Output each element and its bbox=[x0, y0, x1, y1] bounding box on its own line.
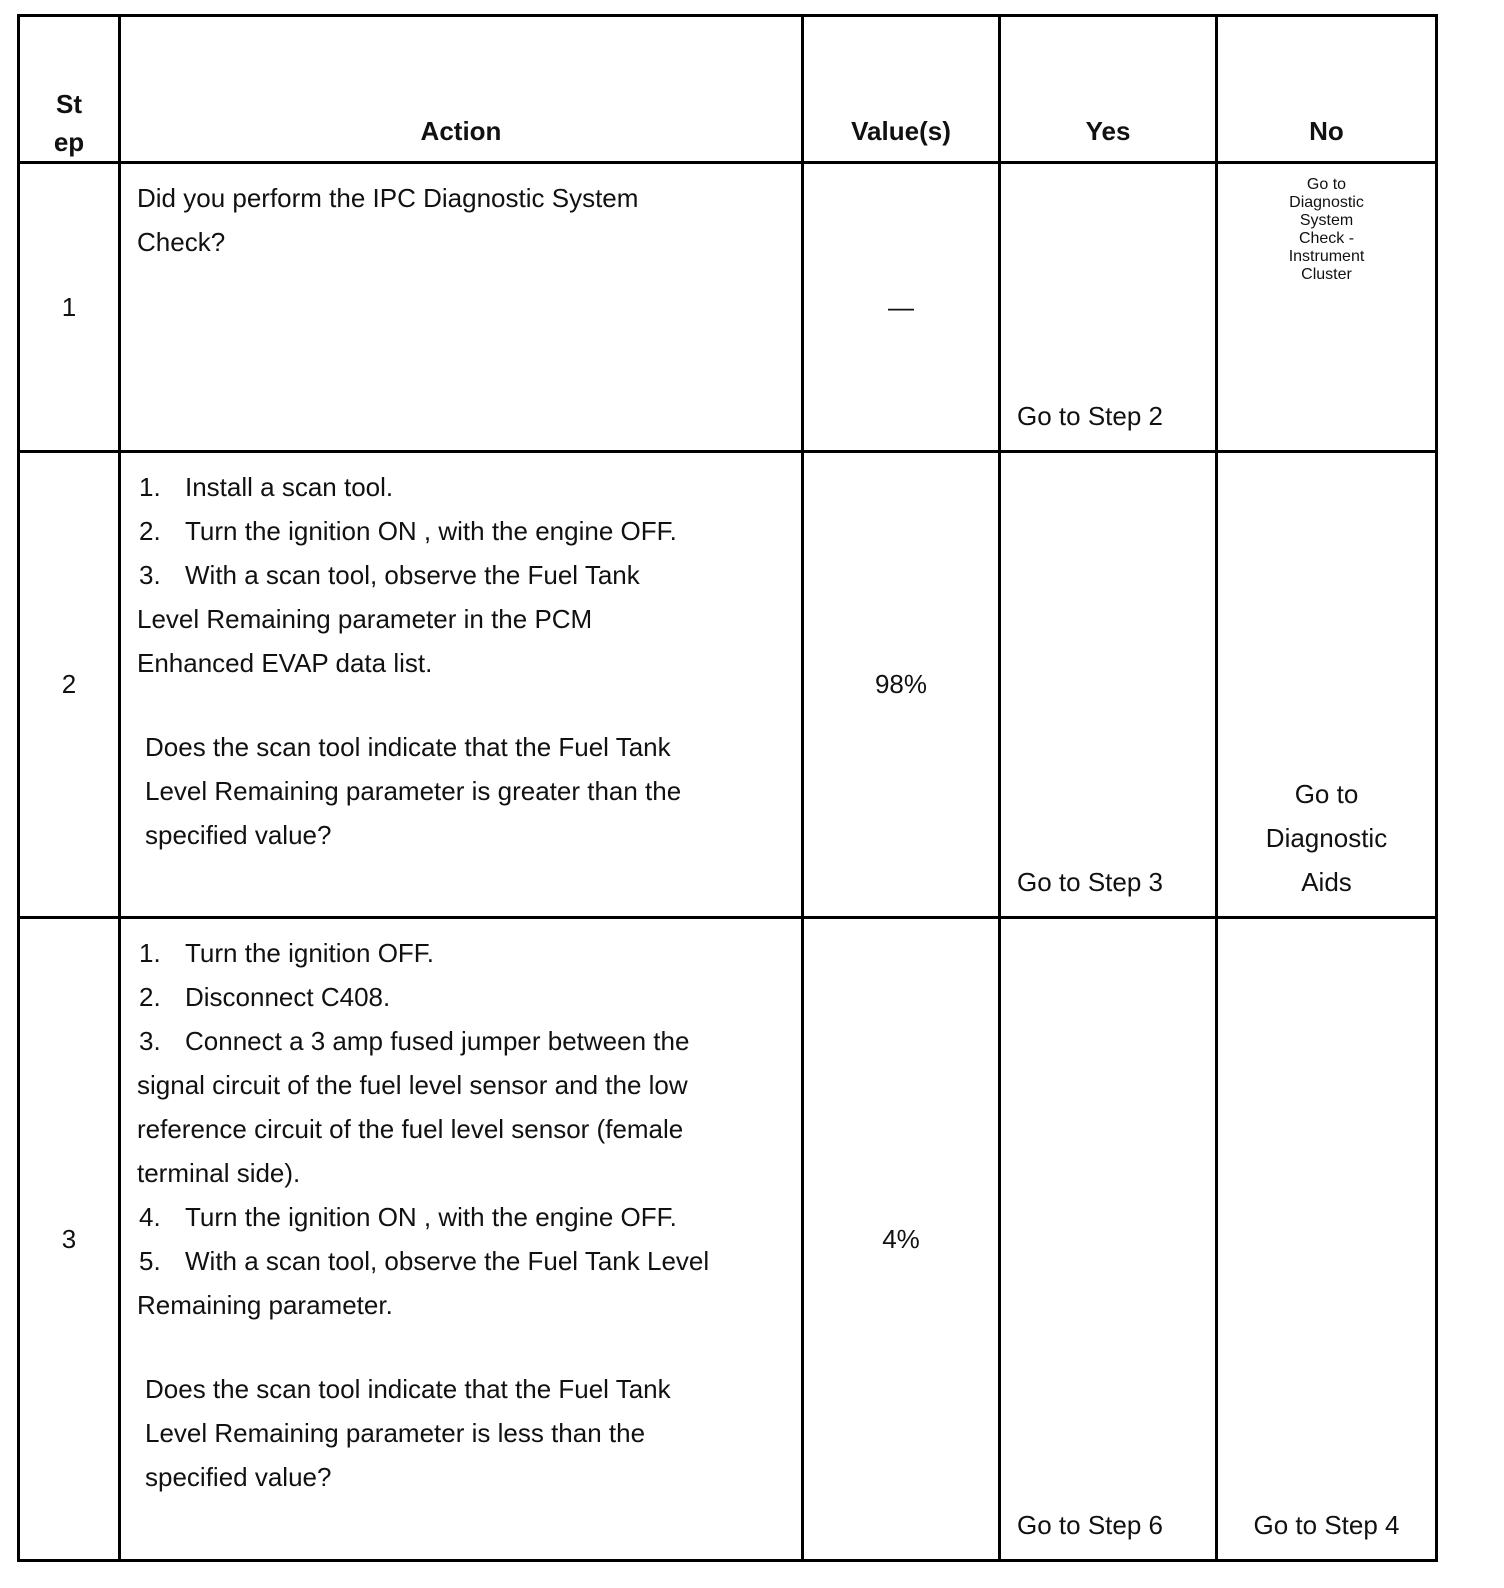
action-item-number: 5. bbox=[139, 1246, 161, 1276]
no-line: Instrument bbox=[1288, 248, 1365, 265]
action-question: Does the scan tool indicate that the Fuel Tank Level Remaining parameter is greater than the specified value? bbox=[145, 732, 682, 850]
action-item-number: 2. bbox=[139, 516, 161, 546]
action-cell bbox=[120, 918, 803, 1561]
action-item bbox=[137, 931, 711, 975]
yes-cell: Go to Step 3 bbox=[1000, 452, 1217, 918]
no-line: Go to bbox=[1306, 176, 1347, 193]
table-row-step-1 bbox=[19, 163, 1437, 452]
action-item-text: Disconnect C408. bbox=[185, 982, 391, 1012]
action-item-text: Turn the ignition ON , with the engine OFF. bbox=[185, 516, 677, 546]
table-row-step-2 bbox=[19, 452, 1437, 918]
header-row bbox=[19, 16, 1437, 163]
diagnostic-table-container bbox=[17, 14, 1435, 1557]
action-item bbox=[137, 553, 701, 685]
header-values: Value(s) bbox=[803, 16, 1000, 163]
no-line: System bbox=[1299, 212, 1354, 229]
action-item-text: With a scan tool, observe the Fuel Tank Level Remaining parameter in the PCM Enhanced EVAP data list. bbox=[137, 560, 640, 678]
value-cell: — bbox=[803, 163, 1000, 452]
action-item bbox=[137, 975, 711, 1019]
no-line: Check - bbox=[1298, 230, 1355, 247]
action-item-number: 3. bbox=[139, 1026, 161, 1056]
step-number: 2 bbox=[19, 452, 120, 918]
action-item-number: 3. bbox=[139, 560, 161, 590]
action-item bbox=[137, 465, 701, 509]
action-item bbox=[137, 1019, 711, 1195]
action-item-number: 1. bbox=[139, 472, 161, 502]
action-item-text: Turn the ignition OFF. bbox=[185, 938, 435, 968]
diagnostic-table bbox=[17, 14, 1438, 1562]
no-line: Cluster bbox=[1301, 266, 1352, 283]
action-question: Does the scan tool indicate that the Fuel Tank Level Remaining parameter is less than the specified value? bbox=[145, 1374, 671, 1492]
action-item-text: Install a scan tool. bbox=[185, 472, 394, 502]
step-number: 1 bbox=[19, 163, 120, 452]
no-cell bbox=[1217, 163, 1437, 452]
value-cell: 98% bbox=[803, 452, 1000, 918]
no-cell: Go to Step 4 bbox=[1217, 918, 1437, 1561]
no-line: Go to bbox=[1294, 779, 1359, 809]
step-number: 3 bbox=[19, 918, 120, 1561]
header-step bbox=[19, 16, 120, 163]
action-item bbox=[137, 509, 701, 553]
action-cell bbox=[120, 163, 803, 452]
value-cell: 4% bbox=[803, 918, 1000, 1561]
action-cell bbox=[120, 452, 803, 918]
action-item-text: Connect a 3 amp fused jumper between the signal circuit of the fuel level sensor and the low reference circuit of the fuel level sensor (female terminal side). bbox=[137, 1026, 690, 1188]
header-step-line1: St bbox=[56, 89, 82, 119]
action-item-text: With a scan tool, observe the Fuel Tank Level Remaining parameter. bbox=[137, 1246, 710, 1320]
action-item-text: Turn the ignition ON , with the engine OFF. bbox=[185, 1202, 677, 1232]
no-line: Diagnostic bbox=[1265, 823, 1388, 853]
yes-cell: Go to Step 2 bbox=[1000, 163, 1217, 452]
no-cell bbox=[1217, 452, 1437, 918]
spacer bbox=[137, 685, 701, 725]
action-item-number: 1. bbox=[139, 938, 161, 968]
action-item-number: 4. bbox=[139, 1202, 161, 1232]
action-question: Did you perform the IPC Diagnostic System Check? bbox=[137, 183, 639, 257]
header-yes: Yes bbox=[1000, 16, 1217, 163]
table-row-step-3 bbox=[19, 918, 1437, 1561]
header-step-line2: ep bbox=[53, 127, 85, 157]
spacer bbox=[137, 1327, 711, 1367]
yes-cell: Go to Step 6 bbox=[1000, 918, 1217, 1561]
action-item-number: 2. bbox=[139, 982, 161, 1012]
no-line: Diagnostic bbox=[1289, 194, 1364, 211]
header-no: No bbox=[1217, 16, 1437, 163]
header-action: Action bbox=[120, 16, 803, 163]
no-line: Aids bbox=[1301, 867, 1352, 897]
action-item bbox=[137, 1239, 711, 1327]
action-item bbox=[137, 1195, 711, 1239]
